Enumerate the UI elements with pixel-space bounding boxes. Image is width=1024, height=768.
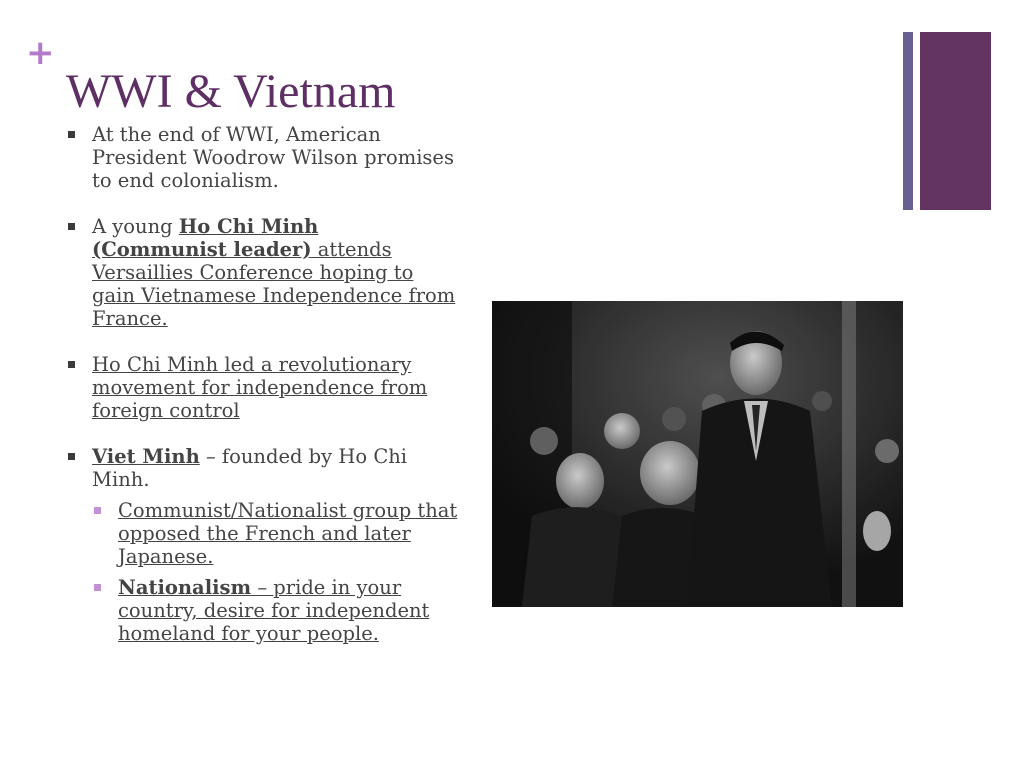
nationalism-def-link[interactable]: – pride in your country, desire for independent homeland for your people.	[118, 576, 430, 645]
historical-photo	[492, 301, 903, 607]
bullet-viet-minh	[66, 445, 458, 491]
viet-minh-link[interactable]: Viet Minh	[92, 445, 200, 468]
square-bullet-icon	[68, 223, 75, 230]
bullet-list	[66, 123, 458, 645]
plus-icon: +	[26, 33, 55, 73]
nationalism-link[interactable]: Nationalism	[118, 576, 252, 599]
bullet-prefix: A young	[92, 215, 179, 238]
bullet-text: At the end of WWI, American President Woodrow Wilson promises to end colonialism.	[92, 123, 454, 192]
bullet-text: – founded by Ho Chi Minh.	[92, 445, 408, 491]
sub-bullet-icon	[94, 584, 101, 591]
square-bullet-icon	[68, 453, 75, 460]
sub-bullet-group	[92, 499, 458, 568]
accent-bar-thick	[920, 32, 991, 210]
sub-bullet-nationalism	[92, 576, 458, 645]
square-bullet-icon	[68, 131, 75, 138]
ho-chi-minh-link[interactable]: Ho Chi Minh (Communist leader)	[92, 215, 319, 261]
bullet-versailles	[66, 215, 458, 330]
square-bullet-icon	[68, 361, 75, 368]
slide-title: WWI & Vietnam	[66, 65, 396, 118]
group-link[interactable]: Communist/Nationalist group that opposed the French and later Japanese.	[118, 499, 458, 568]
bullet-wilson	[66, 123, 458, 192]
accent-bar-thin	[903, 32, 913, 210]
sub-bullet-icon	[94, 507, 101, 514]
photo-illustration	[492, 301, 903, 607]
versailles-link[interactable]: attends Versaillies Conference hoping to gain Vietnamese Independence from France.	[92, 238, 456, 330]
bullet-revolution	[66, 353, 458, 422]
revolution-link[interactable]: Ho Chi Minh led a revolutionary movement for independence from foreign control	[92, 353, 428, 422]
